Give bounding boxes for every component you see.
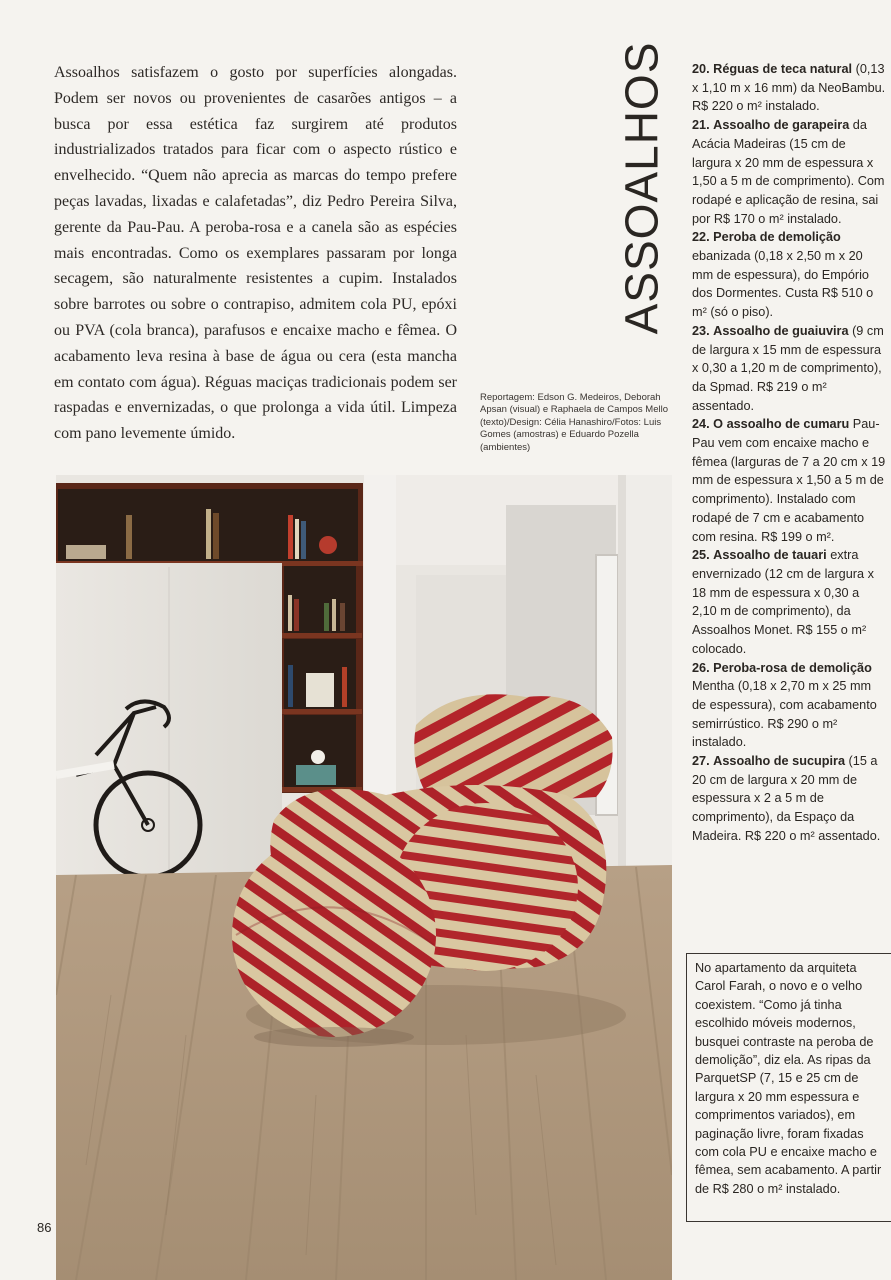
- product-item: [692, 659, 887, 753]
- product-details: ebanizada (0,18 x 2,50 m x 20 mm de espessura), do Empório dos Dormentes. Custa R$ 510 o m² (só o piso).: [692, 249, 874, 320]
- product-number: 25.: [692, 548, 710, 563]
- product-name: Assoalho de tauari: [713, 548, 827, 563]
- product-details: (9 cm de largura x 15 mm de espessura x 0,30 a 1,20 m de comprimento), da Spmad. R$ 219 o m² assentado.: [692, 323, 884, 413]
- product-number: 22.: [692, 230, 710, 245]
- intro-paragraph: Assoalhos satisfazem o gosto por superfícies alongadas. Podem ser novos ou provenientes de casarões antigos – a busca por essa estética faz surgirem até produtos industrializados tratados para ficar com o aspecto rústico e envelhecido. “Quem não aprecia as marcas do tempo prefere peças lavadas, lixadas e calafetadas”, diz Pedro Pereira Silva, gerente da Pau-Pau. A peroba-rosa e a canela são as espécies mais encontradas. Como os exemplares passaram por longa secagem, são naturalmente resistentes a cupim. Instalados sobre barrotes ou sobre o contrapiso, admitem cola PU, epóxi ou PVA (cola branca), parafusos e encaixe macho e fêmea. O acabamento leva resina à base de água ou cera (esta mancha em contato com água). Réguas maciças tradicionais podem ser raspadas e envernizadas, o que prolonga a vida útil. Limpeza com pano levemente úmido.: [54, 64, 457, 443]
- product-number: 20.: [692, 62, 710, 76]
- product-name: Peroba de demolição: [713, 230, 841, 245]
- product-item: [692, 546, 887, 658]
- product-list: [692, 60, 887, 846]
- product-details: da Acácia Madeiras (15 cm de largura x 20 mm de espessura x 1,50 a 5 m de comprimento). Com rodapé e aplicação de resina, sai por R$ 170 o m² instalado.: [692, 118, 885, 226]
- credits: Reportagem: Edson G. Medeiros, Deborah Apsan (visual) e Raphaela de Campos Mello (texto)/Design: Célia Hanashiro/Fotos: Luis Gomes (amostras) e Eduardo Pozella (ambientes): [480, 392, 668, 453]
- product-name: Assoalho de sucupira: [713, 754, 846, 769]
- section-title: [611, 41, 671, 335]
- product-name: Assoalho de garapeira: [713, 118, 850, 133]
- product-name: Peroba-rosa de demolição: [713, 660, 872, 675]
- product-number: 21.: [692, 118, 710, 133]
- product-details: Mentha (0,18 x 2,70 m x 25 mm de espessura), com acabamento semirrústico. R$ 290 o m² instalado.: [692, 679, 877, 750]
- product-name: Réguas de teca natural: [713, 62, 853, 76]
- section-title-text: ASSOALHOS: [615, 41, 667, 335]
- product-details: Pau-Pau vem com encaixe macho e fêmea (larguras de 7 a 20 cm x 19 mm de espessura x 1,50 a 5 m de comprimento). Instalado com rodapé de 7 cm e acabamento com resina. R$ 199 o m².: [692, 417, 886, 544]
- product-details: extra envernizado (12 cm de largura x 18 mm de espessura x 0,30 a 2,10 m de comprimento), da Assoalhos Monet. R$ 155 o m² colocado.: [692, 548, 874, 656]
- product-item: [692, 228, 887, 322]
- product-item: [692, 752, 887, 846]
- product-name: O assoalho de cumaru: [713, 417, 850, 432]
- product-item: [692, 60, 887, 116]
- photo-caption: No apartamento da arquiteta Carol Farah, o novo e o velho coexistem. “Como já tinha escolhido móveis modernos, busquei contraste na peroba de demolição”, diz ela. As ripas da ParquetSP (7, 15 e 25 cm de largura x 20 mm espessura e comprimentos variados), em paginação livre, foram fixadas com cola PU e encaixe macho e fêmea, sem acabamento. A partir de R$ 280 o m² instalado.: [686, 953, 891, 1222]
- product-number: 23.: [692, 323, 710, 338]
- page-number: 86: [37, 1220, 52, 1235]
- product-number: 27.: [692, 754, 710, 769]
- product-number: 24.: [692, 417, 710, 432]
- room-photo: [56, 475, 672, 1280]
- product-name: Assoalho de guaiuvira: [713, 323, 849, 338]
- product-item: [692, 322, 887, 416]
- product-item: [692, 116, 887, 228]
- product-details: (15 a 20 cm de largura x 20 mm de espessura x 2 a 5 m de comprimento), da Espaço da Madeira. R$ 220 o m² assentado.: [692, 754, 881, 843]
- product-item: [692, 415, 887, 546]
- product-details: (0,13 x 1,10 m x 16 mm) da NeoBambu. R$ 220 o m² instalado.: [692, 62, 886, 114]
- product-number: 26.: [692, 660, 710, 675]
